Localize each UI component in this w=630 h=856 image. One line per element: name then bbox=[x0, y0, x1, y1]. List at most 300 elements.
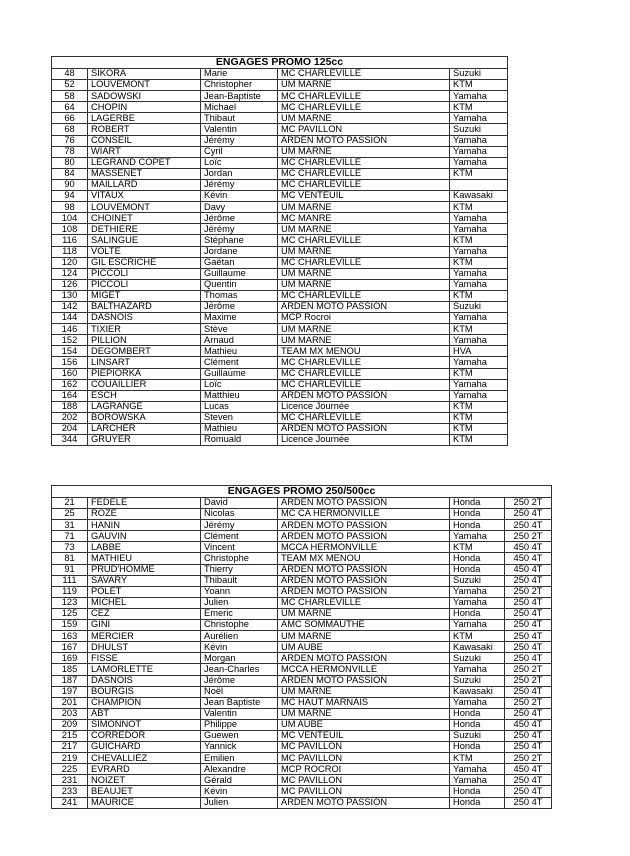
displacement-cell: 250 4T bbox=[505, 708, 552, 719]
number-cell: 21 bbox=[52, 498, 88, 509]
table-row bbox=[52, 346, 508, 357]
club-cell: MC CHARLEVILLE bbox=[278, 235, 450, 246]
first-name-cell: Michael bbox=[201, 102, 278, 113]
first-name-cell: Romuald bbox=[201, 435, 278, 446]
number-cell: 344 bbox=[52, 435, 88, 446]
table-row bbox=[52, 412, 508, 423]
club-cell: MC HAUT MARNAIS bbox=[278, 697, 450, 708]
displacement-cell: 250 2T bbox=[505, 498, 552, 509]
last-name-cell: FEDELE bbox=[88, 498, 201, 509]
club-cell: ARDEN MOTO PASSION bbox=[278, 424, 450, 435]
number-cell: 120 bbox=[52, 257, 88, 268]
first-name-cell: Davy bbox=[201, 202, 278, 213]
last-name-cell: ROBERT bbox=[88, 124, 201, 135]
table-row bbox=[52, 135, 508, 146]
brand-cell: KTM bbox=[450, 102, 508, 113]
displacement-cell: 250 4T bbox=[505, 797, 552, 808]
last-name-cell: CHAMPION bbox=[88, 697, 201, 708]
table-row bbox=[52, 424, 508, 435]
club-cell: UM MARNE bbox=[278, 113, 450, 124]
table-row bbox=[52, 379, 508, 390]
first-name-cell: Gérald bbox=[201, 775, 278, 786]
last-name-cell: DHULST bbox=[88, 642, 201, 653]
club-cell: MC VENTEUIL bbox=[278, 191, 450, 202]
number-cell: 76 bbox=[52, 135, 88, 146]
first-name-cell: Clément bbox=[201, 531, 278, 542]
displacement-cell: 250 4T bbox=[505, 608, 552, 619]
last-name-cell: GAUVIN bbox=[88, 531, 201, 542]
last-name-cell: GUICHARD bbox=[88, 742, 201, 753]
brand-cell: Honda bbox=[450, 553, 505, 564]
last-name-cell: DASNOIS bbox=[88, 675, 201, 686]
first-name-cell: Jean Baptiste bbox=[201, 697, 278, 708]
last-name-cell: CHEVALLIEZ bbox=[88, 753, 201, 764]
number-cell: 162 bbox=[52, 379, 88, 390]
brand-cell: Honda bbox=[450, 708, 505, 719]
table-row bbox=[52, 191, 508, 202]
number-cell: 111 bbox=[52, 575, 88, 586]
brand-cell: KTM bbox=[450, 753, 505, 764]
brand-cell: Honda bbox=[450, 608, 505, 619]
first-name-cell: Kévin bbox=[201, 642, 278, 653]
club-cell: UM MARNE bbox=[278, 202, 450, 213]
last-name-cell: PICCOLI bbox=[88, 279, 201, 290]
brand-cell: KTM bbox=[450, 401, 508, 412]
displacement-cell: 250 2T bbox=[505, 664, 552, 675]
club-cell: MC CHARLEVILLE bbox=[278, 168, 450, 179]
first-name-cell: Jérémy bbox=[201, 224, 278, 235]
brand-cell: Yamaha bbox=[450, 268, 508, 279]
last-name-cell: CONSEIL bbox=[88, 135, 201, 146]
first-name-cell: Jordane bbox=[201, 246, 278, 257]
last-name-cell: MERCIER bbox=[88, 631, 201, 642]
club-cell: MC CHARLEVILLE bbox=[278, 102, 450, 113]
table-row bbox=[52, 235, 508, 246]
first-name-cell: Jérôme bbox=[201, 675, 278, 686]
number-cell: 130 bbox=[52, 290, 88, 301]
table-row bbox=[52, 664, 552, 675]
club-cell: ARDEN MOTO PASSION bbox=[278, 135, 450, 146]
first-name-cell: Kévin bbox=[201, 786, 278, 797]
brand-cell: Yamaha bbox=[450, 213, 508, 224]
promo-250-title: ENGAGES PROMO 250/500cc bbox=[52, 486, 552, 498]
number-cell: 215 bbox=[52, 730, 88, 741]
club-cell: MC PAVILLON bbox=[278, 124, 450, 135]
promo-125-body bbox=[52, 69, 508, 446]
last-name-cell: FISSE bbox=[88, 653, 201, 664]
first-name-cell: Emilien bbox=[201, 753, 278, 764]
first-name-cell: Morgan bbox=[201, 653, 278, 664]
number-cell: 64 bbox=[52, 102, 88, 113]
table-row bbox=[52, 91, 508, 102]
brand-cell: Suzuki bbox=[450, 124, 508, 135]
last-name-cell: BEAUJET bbox=[88, 786, 201, 797]
table-row bbox=[52, 520, 552, 531]
club-cell: MC PAVILLON bbox=[278, 753, 450, 764]
displacement-cell: 250 2T bbox=[505, 753, 552, 764]
first-name-cell: Gaëtan bbox=[201, 257, 278, 268]
table-row bbox=[52, 642, 552, 653]
brand-cell: Yamaha bbox=[450, 146, 508, 157]
last-name-cell: CHOINET bbox=[88, 213, 201, 224]
number-cell: 48 bbox=[52, 69, 88, 80]
brand-cell: Suzuki bbox=[450, 575, 505, 586]
last-name-cell: ABT bbox=[88, 708, 201, 719]
brand-cell: Yamaha bbox=[450, 379, 508, 390]
club-cell: MC CHARLEVILLE bbox=[278, 368, 450, 379]
club-cell: MC CHARLEVILLE bbox=[278, 157, 450, 168]
first-name-cell: Valentin bbox=[201, 124, 278, 135]
club-cell: MC CHARLEVILLE bbox=[278, 597, 450, 608]
number-cell: 167 bbox=[52, 642, 88, 653]
displacement-cell: 250 4T bbox=[505, 775, 552, 786]
club-cell: UM AUBE bbox=[278, 719, 450, 730]
first-name-cell: Nicolas bbox=[201, 509, 278, 520]
number-cell: 116 bbox=[52, 235, 88, 246]
first-name-cell: Christophe bbox=[201, 553, 278, 564]
brand-cell: KTM bbox=[450, 80, 508, 91]
first-name-cell: Jérôme bbox=[201, 213, 278, 224]
last-name-cell: DETHIERE bbox=[88, 224, 201, 235]
last-name-cell: GIL ESCRICHE bbox=[88, 257, 201, 268]
last-name-cell: MICHEL bbox=[88, 597, 201, 608]
club-cell: UM MARNE bbox=[278, 324, 450, 335]
number-cell: 71 bbox=[52, 531, 88, 542]
number-cell: 202 bbox=[52, 412, 88, 423]
brand-cell: Yamaha bbox=[450, 390, 508, 401]
last-name-cell: MAILLARD bbox=[88, 179, 201, 190]
last-name-cell: VITAUX bbox=[88, 191, 201, 202]
table-row bbox=[52, 708, 552, 719]
last-name-cell: CHOPIN bbox=[88, 102, 201, 113]
displacement-cell: 250 4T bbox=[505, 742, 552, 753]
brand-cell: Honda bbox=[450, 498, 505, 509]
number-cell: 156 bbox=[52, 357, 88, 368]
brand-cell: Yamaha bbox=[450, 113, 508, 124]
number-cell: 146 bbox=[52, 324, 88, 335]
table-row bbox=[52, 257, 508, 268]
last-name-cell: BALTHAZARD bbox=[88, 301, 201, 312]
displacement-cell: 250 4T bbox=[505, 653, 552, 664]
last-name-cell: PRUD'HOMME bbox=[88, 564, 201, 575]
brand-cell: KTM bbox=[450, 290, 508, 301]
club-cell: UM MARNE bbox=[278, 686, 450, 697]
number-cell: 80 bbox=[52, 157, 88, 168]
number-cell: 91 bbox=[52, 564, 88, 575]
table-title-row bbox=[52, 57, 508, 69]
last-name-cell: CORREDOR bbox=[88, 730, 201, 741]
club-cell: MCP ROCROI bbox=[278, 764, 450, 775]
number-cell: 231 bbox=[52, 775, 88, 786]
brand-cell: Yamaha bbox=[450, 357, 508, 368]
brand-cell bbox=[450, 179, 508, 190]
brand-cell: HVA bbox=[450, 346, 508, 357]
first-name-cell: Yoann bbox=[201, 586, 278, 597]
first-name-cell: Steven bbox=[201, 412, 278, 423]
table-row bbox=[52, 213, 508, 224]
brand-cell: KTM bbox=[450, 542, 505, 553]
table-row bbox=[52, 124, 508, 135]
number-cell: 209 bbox=[52, 719, 88, 730]
club-cell: UM MARNE bbox=[278, 80, 450, 91]
first-name-cell: Guillaume bbox=[201, 268, 278, 279]
table-row bbox=[52, 608, 552, 619]
brand-cell: Yamaha bbox=[450, 586, 505, 597]
last-name-cell: GRUYER bbox=[88, 435, 201, 446]
table-row bbox=[52, 631, 552, 642]
number-cell: 219 bbox=[52, 753, 88, 764]
table-row bbox=[52, 368, 508, 379]
number-cell: 125 bbox=[52, 608, 88, 619]
table-row bbox=[52, 575, 552, 586]
last-name-cell: GINI bbox=[88, 620, 201, 631]
table-row bbox=[52, 390, 508, 401]
table-row bbox=[52, 553, 552, 564]
first-name-cell: Stéphane bbox=[201, 235, 278, 246]
table-row bbox=[52, 498, 552, 509]
club-cell: ARDEN MOTO PASSION bbox=[278, 797, 450, 808]
club-cell: MC VENTEUIL bbox=[278, 730, 450, 741]
first-name-cell: Quentin bbox=[201, 279, 278, 290]
number-cell: 241 bbox=[52, 797, 88, 808]
table-row bbox=[52, 279, 508, 290]
table-row bbox=[52, 80, 508, 91]
number-cell: 25 bbox=[52, 509, 88, 520]
last-name-cell: TIXIER bbox=[88, 324, 201, 335]
first-name-cell: Emeric bbox=[201, 608, 278, 619]
table-row bbox=[52, 301, 508, 312]
last-name-cell: HANIN bbox=[88, 520, 201, 531]
first-name-cell: Stève bbox=[201, 324, 278, 335]
last-name-cell: MIGET bbox=[88, 290, 201, 301]
table-row bbox=[52, 597, 552, 608]
number-cell: 104 bbox=[52, 213, 88, 224]
first-name-cell: Jérôme bbox=[201, 301, 278, 312]
brand-cell: Yamaha bbox=[450, 224, 508, 235]
club-cell: MC PAVILLON bbox=[278, 742, 450, 753]
table-row bbox=[52, 157, 508, 168]
club-cell: MC CHARLEVILLE bbox=[278, 91, 450, 102]
brand-cell: Yamaha bbox=[450, 313, 508, 324]
last-name-cell: LARCHER bbox=[88, 424, 201, 435]
first-name-cell: Arnaud bbox=[201, 335, 278, 346]
first-name-cell: Yannick bbox=[201, 742, 278, 753]
displacement-cell: 250 2T bbox=[505, 697, 552, 708]
first-name-cell: Christophe bbox=[201, 620, 278, 631]
last-name-cell: DEGOMBERT bbox=[88, 346, 201, 357]
club-cell: MC PAVILLON bbox=[278, 786, 450, 797]
last-name-cell: SIMONNOT bbox=[88, 719, 201, 730]
club-cell: ARDEN MOTO PASSION bbox=[278, 575, 450, 586]
table-row bbox=[52, 102, 508, 113]
table-row bbox=[52, 268, 508, 279]
brand-cell: KTM bbox=[450, 168, 508, 179]
number-cell: 169 bbox=[52, 653, 88, 664]
table-row bbox=[52, 509, 552, 520]
last-name-cell: MAURICE bbox=[88, 797, 201, 808]
table-row bbox=[52, 742, 552, 753]
brand-cell: Yamaha bbox=[450, 531, 505, 542]
brand-cell: Yamaha bbox=[450, 157, 508, 168]
number-cell: 123 bbox=[52, 597, 88, 608]
table-row bbox=[52, 775, 552, 786]
club-cell: TEAM MX MENOU bbox=[278, 346, 450, 357]
number-cell: 126 bbox=[52, 279, 88, 290]
brand-cell: KTM bbox=[450, 424, 508, 435]
brand-cell: Kawasaki bbox=[450, 191, 508, 202]
table-row bbox=[52, 753, 552, 764]
first-name-cell: Jean-Baptiste bbox=[201, 91, 278, 102]
displacement-cell: 250 4T bbox=[505, 597, 552, 608]
table-row bbox=[52, 324, 508, 335]
last-name-cell: SIKORA bbox=[88, 69, 201, 80]
club-cell: Licence Journée bbox=[278, 401, 450, 412]
first-name-cell: Aurélien bbox=[201, 631, 278, 642]
brand-cell: Honda bbox=[450, 509, 505, 520]
displacement-cell: 250 4T bbox=[505, 730, 552, 741]
first-name-cell: Guewen bbox=[201, 730, 278, 741]
displacement-cell: 250 2T bbox=[505, 586, 552, 597]
number-cell: 142 bbox=[52, 301, 88, 312]
club-cell: UM MARNE bbox=[278, 246, 450, 257]
table-row bbox=[52, 168, 508, 179]
last-name-cell: POLET bbox=[88, 586, 201, 597]
table-row bbox=[52, 719, 552, 730]
displacement-cell: 250 4T bbox=[505, 686, 552, 697]
displacement-cell: 250 2T bbox=[505, 675, 552, 686]
first-name-cell: Vincent bbox=[201, 542, 278, 553]
brand-cell: KTM bbox=[450, 412, 508, 423]
club-cell: MC CA HERMONVILLE bbox=[278, 509, 450, 520]
club-cell: MC CHARLEVILLE bbox=[278, 412, 450, 423]
displacement-cell: 250 4T bbox=[505, 509, 552, 520]
table-row bbox=[52, 686, 552, 697]
displacement-cell: 450 4T bbox=[505, 553, 552, 564]
first-name-cell: Kévin bbox=[201, 191, 278, 202]
table-row bbox=[52, 620, 552, 631]
last-name-cell: PIEPIORKA bbox=[88, 368, 201, 379]
brand-cell: Yamaha bbox=[450, 775, 505, 786]
table-row bbox=[52, 653, 552, 664]
brand-cell: Yamaha bbox=[450, 335, 508, 346]
club-cell: TEAM MX MENOU bbox=[278, 553, 450, 564]
brand-cell: Suzuki bbox=[450, 675, 505, 686]
first-name-cell: David bbox=[201, 498, 278, 509]
club-cell: UM MARNE bbox=[278, 708, 450, 719]
club-cell: UM MARNE bbox=[278, 631, 450, 642]
first-name-cell: Clément bbox=[201, 357, 278, 368]
displacement-cell: 450 4T bbox=[505, 542, 552, 553]
last-name-cell: EVRARD bbox=[88, 764, 201, 775]
club-cell: MCCA HERMONVILLE bbox=[278, 542, 450, 553]
promo-250-body bbox=[52, 498, 552, 809]
number-cell: 233 bbox=[52, 786, 88, 797]
first-name-cell: Cyril bbox=[201, 146, 278, 157]
table-row bbox=[52, 401, 508, 412]
first-name-cell: Lucas bbox=[201, 401, 278, 412]
brand-cell: KTM bbox=[450, 235, 508, 246]
brand-cell: KTM bbox=[450, 631, 505, 642]
brand-cell: Kawasaki bbox=[450, 642, 505, 653]
table-row bbox=[52, 542, 552, 553]
last-name-cell: LAGRANGE bbox=[88, 401, 201, 412]
displacement-cell: 250 4T bbox=[505, 575, 552, 586]
first-name-cell: Alexandre bbox=[201, 764, 278, 775]
club-cell: ARDEN MOTO PASSION bbox=[278, 390, 450, 401]
table-row bbox=[52, 675, 552, 686]
table-row bbox=[52, 564, 552, 575]
first-name-cell: Noël bbox=[201, 686, 278, 697]
club-cell: UM MARNE bbox=[278, 224, 450, 235]
number-cell: 108 bbox=[52, 224, 88, 235]
club-cell: MC CHARLEVILLE bbox=[278, 379, 450, 390]
brand-cell: KTM bbox=[450, 368, 508, 379]
number-cell: 73 bbox=[52, 542, 88, 553]
last-name-cell: CEZ bbox=[88, 608, 201, 619]
brand-cell: Suzuki bbox=[450, 301, 508, 312]
club-cell: MCCA HERMONVILLE bbox=[278, 664, 450, 675]
last-name-cell: SADOWSKI bbox=[88, 91, 201, 102]
brand-cell: Honda bbox=[450, 797, 505, 808]
club-cell: ARDEN MOTO PASSION bbox=[278, 653, 450, 664]
last-name-cell: LOUVEMONT bbox=[88, 202, 201, 213]
number-cell: 144 bbox=[52, 313, 88, 324]
number-cell: 119 bbox=[52, 586, 88, 597]
brand-cell: Yamaha bbox=[450, 135, 508, 146]
first-name-cell: Julien bbox=[201, 797, 278, 808]
displacement-cell: 250 4T bbox=[505, 642, 552, 653]
number-cell: 217 bbox=[52, 742, 88, 753]
last-name-cell: SAVARY bbox=[88, 575, 201, 586]
last-name-cell: NOIZET bbox=[88, 775, 201, 786]
last-name-cell: SALINGUE bbox=[88, 235, 201, 246]
first-name-cell: Mathieu bbox=[201, 346, 278, 357]
table-row bbox=[52, 586, 552, 597]
first-name-cell: Marie bbox=[201, 69, 278, 80]
club-cell: UM MARNE bbox=[278, 608, 450, 619]
number-cell: 31 bbox=[52, 520, 88, 531]
brand-cell: Honda bbox=[450, 564, 505, 575]
first-name-cell: Jérémy bbox=[201, 135, 278, 146]
first-name-cell: Loïc bbox=[201, 379, 278, 390]
number-cell: 225 bbox=[52, 764, 88, 775]
brand-cell: Honda bbox=[450, 786, 505, 797]
brand-cell: Yamaha bbox=[450, 91, 508, 102]
promo-250-table bbox=[51, 485, 552, 809]
displacement-cell: 450 4T bbox=[505, 764, 552, 775]
number-cell: 81 bbox=[52, 553, 88, 564]
number-cell: 68 bbox=[52, 124, 88, 135]
table-row bbox=[52, 531, 552, 542]
number-cell: 124 bbox=[52, 268, 88, 279]
displacement-cell: 450 4T bbox=[505, 719, 552, 730]
club-cell: ARDEN MOTO PASSION bbox=[278, 520, 450, 531]
number-cell: 90 bbox=[52, 179, 88, 190]
table-row bbox=[52, 179, 508, 190]
first-name-cell: Jordan bbox=[201, 168, 278, 179]
number-cell: 204 bbox=[52, 424, 88, 435]
table-row bbox=[52, 202, 508, 213]
last-name-cell: LEGRAND COPET bbox=[88, 157, 201, 168]
brand-cell: Suzuki bbox=[450, 653, 505, 664]
number-cell: 58 bbox=[52, 91, 88, 102]
club-cell: MC PAVILLON bbox=[278, 775, 450, 786]
number-cell: 160 bbox=[52, 368, 88, 379]
first-name-cell: Guillaume bbox=[201, 368, 278, 379]
last-name-cell: WIART bbox=[88, 146, 201, 157]
number-cell: 78 bbox=[52, 146, 88, 157]
club-cell: ARDEN MOTO PASSION bbox=[278, 564, 450, 575]
